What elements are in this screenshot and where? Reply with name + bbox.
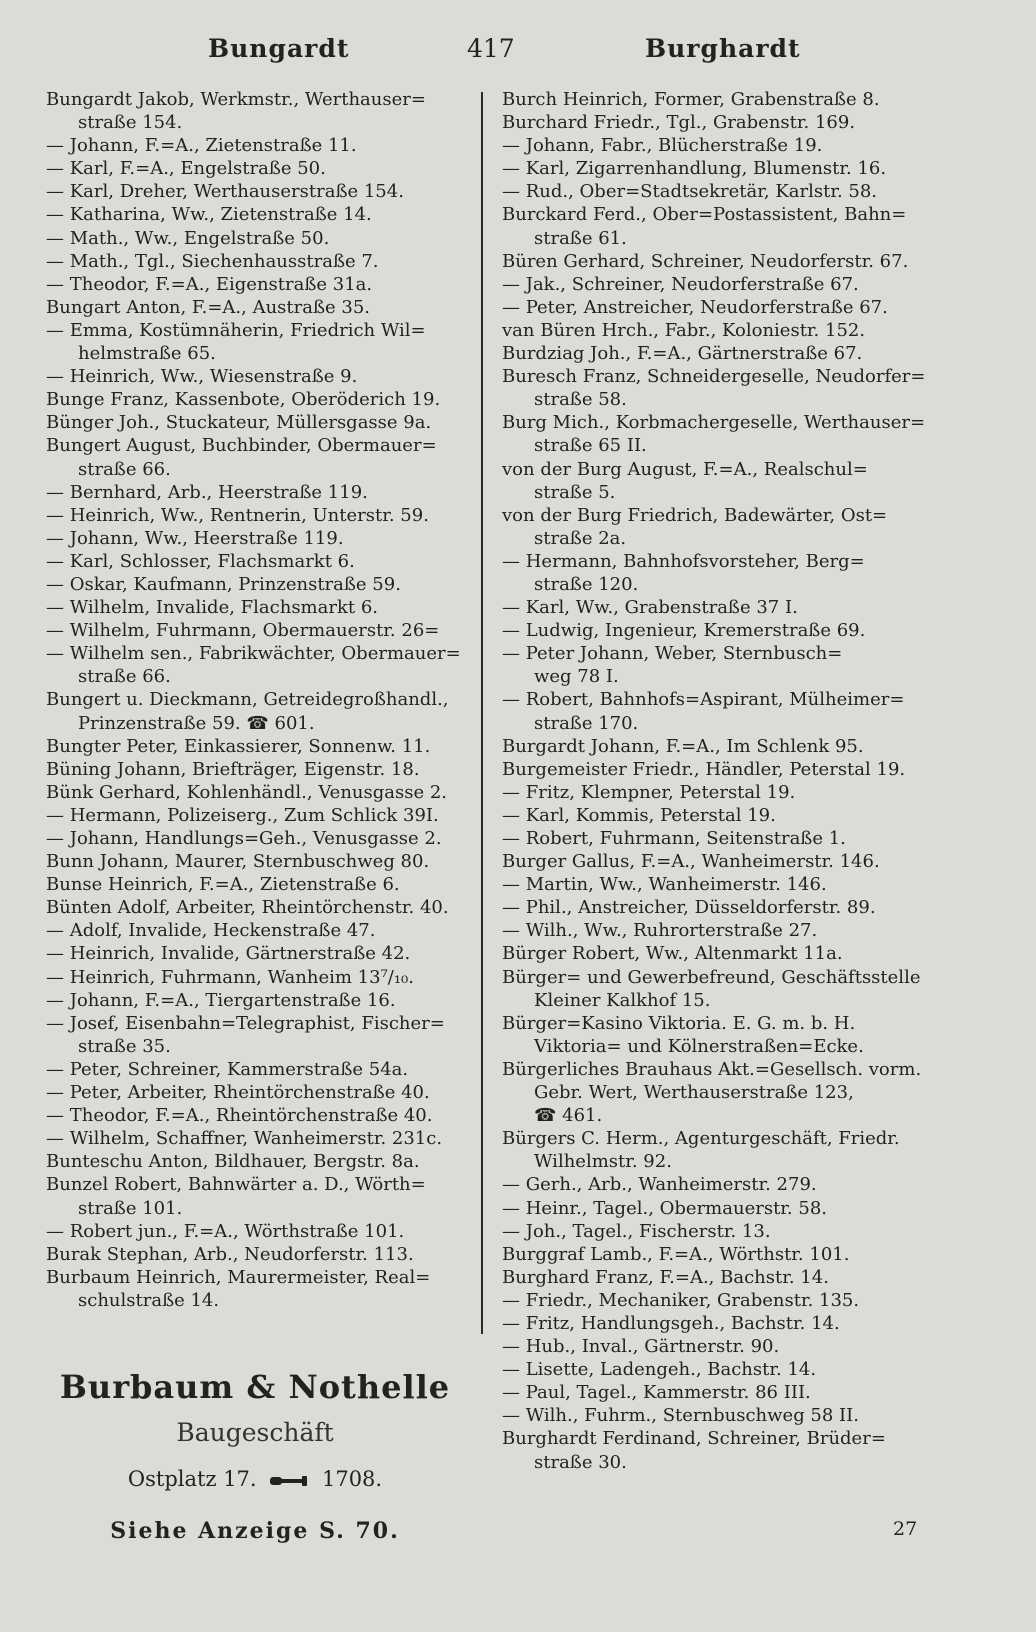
directory-entry: Burak Stephan, Arb., Neudorferstr. 113. — [46, 1243, 414, 1265]
header-left-catchword: Bungardt — [208, 34, 350, 63]
directory-entry: — Peter Johann, Weber, Sternbusch= — [502, 643, 843, 665]
directory-entry: Bungert August, Buchbinder, Obermauer= — [46, 435, 437, 457]
directory-entry: — Hermann, Bahnhofsvorsteher, Berg= — [502, 550, 865, 572]
directory-entry: Prinzenstraße 59. ☎ 601. — [78, 712, 315, 734]
directory-entry: — Karl, Kommis, Peterstal 19. — [502, 804, 776, 826]
directory-entry: — Heinrich, Invalide, Gärtnerstraße 42. — [46, 943, 411, 965]
directory-entry: Bünten Adolf, Arbeiter, Rheintörchenstr. 40. — [46, 897, 449, 919]
directory-entry: — Gerh., Arb., Wanheimerstr. 279. — [502, 1174, 817, 1196]
directory-entry: Bürgerliches Brauhaus Akt.=Gesellsch. vorm. — [502, 1058, 922, 1080]
directory-entry: Bürger= und Gewerbefreund, Geschäftsstelle — [502, 966, 921, 988]
directory-entry: Bungardt Jakob, Werkmstr., Werthauser= — [46, 89, 426, 110]
directory-entry: — Karl, Zigarrenhandlung, Blumenstr. 16. — [502, 158, 887, 180]
directory-entry: straße 58. — [534, 389, 627, 411]
directory-entry: — Johann, F.=A., Zietenstraße 11. — [46, 135, 357, 157]
directory-entry: — Fritz, Handlungsgeh., Bachstr. 14. — [502, 1312, 840, 1334]
directory-entry: Burg Mich., Korbmachergeselle, Werthauser= — [502, 412, 926, 434]
directory-entry: Burgardt Johann, F.=A., Im Schlenk 95. — [502, 735, 864, 757]
directory-entry: — Peter, Anstreicher, Neudorferstraße 67. — [502, 296, 888, 318]
directory-entry: straße 170. — [534, 712, 639, 734]
directory-entry: — Joh., Tagel., Fischerstr. 13. — [502, 1220, 771, 1242]
directory-entry: Kleiner Kalkhof 15. — [534, 989, 711, 1011]
directory-entry: Bunteschu Anton, Bildhauer, Bergstr. 8a. — [46, 1151, 420, 1173]
directory-entry: Burckard Ferd., Ober=Postassistent, Bahn= — [502, 204, 907, 226]
directory-entry: Bünk Gerhard, Kohlenhändl., Venusgasse 2. — [46, 781, 448, 803]
signature-mark: 27 — [893, 1518, 918, 1540]
directory-entry: straße 5. — [534, 481, 616, 503]
directory-entry: — Karl, Schlosser, Flachsmarkt 6. — [46, 550, 355, 572]
directory-entry: — Martin, Ww., Wanheimerstr. 146. — [502, 874, 827, 896]
directory-entry: Burgemeister Friedr., Händler, Peterstal 19. — [502, 758, 906, 780]
directory-entry: — Karl, F.=A., Engelstraße 50. — [46, 158, 326, 180]
directory-entry: — Wilhelm, Invalide, Flachsmarkt 6. — [46, 597, 378, 619]
telephone-icon — [269, 1474, 309, 1488]
directory-entry: — Katharina, Ww., Zietenstraße 14. — [46, 204, 372, 226]
directory-entry: straße 120. — [534, 573, 639, 595]
directory-entry: — Heinrich, Fuhrmann, Wanheim 13⁷/₁₀. — [46, 966, 414, 988]
directory-entry: Büren Gerhard, Schreiner, Neudorferstr. 67. — [502, 250, 909, 272]
directory-entry: — Friedr., Mechaniker, Grabenstr. 135. — [502, 1289, 860, 1311]
directory-entry: Bunn Johann, Maurer, Sternbuschweg 80. — [46, 851, 430, 873]
directory-entry: straße 66. — [78, 458, 171, 480]
directory-entry: — Heinrich, Ww., Rentnerin, Unterstr. 59. — [46, 504, 429, 526]
directory-entry: — Johann, Ww., Heerstraße 119. — [46, 527, 344, 549]
directory-entry: Bürger=Kasino Viktoria. E. G. m. b. H. — [502, 1012, 856, 1034]
directory-entry: — Math., Ww., Engelstraße 50. — [46, 227, 330, 249]
directory-entry: straße 61. — [534, 227, 627, 249]
directory-entry: straße 35. — [78, 1035, 171, 1057]
directory-entry: — Johann, Fabr., Blücherstraße 19. — [502, 135, 823, 157]
directory-entry: Burbaum Heinrich, Maurermeister, Real= — [46, 1266, 431, 1288]
directory-entry: — Johann, F.=A., Tiergartenstraße 16. — [46, 989, 396, 1011]
directory-entry: — Josef, Eisenbahn=Telegraphist, Fischer= — [46, 1012, 445, 1034]
directory-entry: — Heinrich, Ww., Wiesenstraße 9. — [46, 366, 358, 388]
directory-entry: straße 30. — [534, 1451, 627, 1473]
directory-entry: Burch Heinrich, Former, Grabenstraße 8. — [502, 89, 880, 110]
directory-entry: — Robert, Fuhrmann, Seitenstraße 1. — [502, 828, 846, 849]
directory-entry: Burggraf Lamb., F.=A., Wörthstr. 101. — [502, 1243, 850, 1265]
directory-entry: — Theodor, F.=A., Eigenstraße 31a. — [46, 273, 373, 295]
directory-entry: Gebr. Wert, Werthauserstraße 123, — [534, 1082, 854, 1104]
directory-entry: — Heinr., Tagel., Obermauerstr. 58. — [502, 1197, 828, 1219]
ad-company-name: Burbaum & Nothelle — [59, 1368, 451, 1406]
directory-entry: — Math., Tgl., Siechenhausstraße 7. — [46, 250, 379, 272]
directory-entry: Bünger Joh., Stuckateur, Müllersgasse 9a. — [46, 412, 432, 434]
directory-entry: — Phil., Anstreicher, Düsseldorferstr. 89. — [502, 897, 876, 919]
directory-entry: van Büren Hrch., Fabr., Koloniestr. 152. — [502, 319, 866, 341]
directory-entry: — Johann, Handlungs=Geh., Venusgasse 2. — [46, 828, 442, 849]
directory-entry: — Robert jun., F.=A., Wörthstraße 101. — [46, 1220, 405, 1242]
directory-entry: — Hub., Inval., Gärtnerstr. 90. — [502, 1336, 780, 1358]
directory-entry: — Bernhard, Arb., Heerstraße 119. — [46, 481, 368, 503]
directory-entry: straße 2a. — [534, 527, 627, 549]
advertisement — [46, 1366, 464, 1546]
directory-entry: straße 101. — [78, 1197, 183, 1219]
directory-entry: Burghardt Ferdinand, Schreiner, Brüder= — [502, 1428, 886, 1450]
directory-entry: Buresch Franz, Schneidergeselle, Neudorfer= — [502, 366, 926, 388]
directory-entry: Burdziag Joh., F.=A., Gärtnerstraße 67. — [502, 343, 863, 365]
header-right-catchword: Burghardt — [645, 34, 801, 63]
directory-entry: Bungert u. Dieckmann, Getreidegroßhandl., — [46, 689, 449, 711]
directory-entry: — Robert, Bahnhofs=Aspirant, Mülheimer= — [502, 689, 905, 711]
directory-entry: — Emma, Kostümnäherin, Friedrich Wil= — [46, 319, 426, 341]
directory-entry: helmstraße 65. — [78, 343, 216, 365]
ad-business-type: Baugeschäft — [176, 1418, 334, 1447]
directory-entry: Burghard Franz, F.=A., Bachstr. 14. — [502, 1266, 829, 1288]
directory-entry: — Fritz, Klempner, Peterstal 19. — [502, 781, 796, 803]
directory-entry: — Paul, Tagel., Kammerstr. 86 III. — [502, 1382, 811, 1404]
directory-entry: — Ludwig, Ingenieur, Kremerstraße 69. — [502, 620, 866, 642]
directory-entry: — Theodor, F.=A., Rheintörchenstraße 40. — [46, 1105, 433, 1127]
directory-entry: Viktoria= und Kölnerstraßen=Ecke. — [534, 1035, 864, 1057]
directory-entry: Bunse Heinrich, F.=A., Zietenstraße 6. — [46, 874, 400, 896]
directory-entry: straße 66. — [78, 666, 171, 688]
directory-entry: Wilhelmstr. 92. — [534, 1151, 672, 1173]
directory-entry: — Karl, Dreher, Werthauserstraße 154. — [46, 181, 404, 203]
directory-entry: — Karl, Ww., Grabenstraße 37 I. — [502, 597, 798, 619]
directory-entry: ☎ 461. — [534, 1105, 603, 1127]
directory-entry: — Wilhelm, Fuhrmann, Obermauerstr. 26= — [46, 620, 440, 642]
ad-phone-number: 1708. — [321, 1467, 383, 1491]
ad-address-line — [46, 1464, 464, 1494]
directory-entry: — Peter, Schreiner, Kammerstraße 54a. — [46, 1058, 409, 1080]
directory-entry: schulstraße 14. — [78, 1289, 220, 1311]
left-column — [46, 88, 464, 1312]
directory-entry: — Peter, Arbeiter, Rheintörchenstraße 40. — [46, 1082, 430, 1104]
directory-entry: Burger Gallus, F.=A., Wanheimerstr. 146. — [502, 851, 880, 873]
directory-entry: straße 154. — [78, 112, 183, 134]
directory-entry: von der Burg August, F.=A., Realschul= — [502, 458, 868, 480]
directory-entry: straße 65 II. — [534, 435, 647, 457]
directory-entry: — Rud., Ober=Stadtsekretär, Karlstr. 58. — [502, 181, 878, 203]
directory-entry: — Wilhelm sen., Fabrikwächter, Obermauer= — [46, 643, 461, 665]
directory-entry: Bungter Peter, Einkassierer, Sonnenw. 11. — [46, 735, 431, 757]
directory-entry: — Wilh., Ww., Ruhrorterstraße 27. — [502, 920, 818, 942]
directory-entry: Büning Johann, Briefträger, Eigenstr. 18. — [46, 758, 420, 780]
directory-entry: Bungart Anton, F.=A., Austraße 35. — [46, 296, 370, 318]
directory-entry: von der Burg Friedrich, Badewärter, Ost= — [502, 504, 888, 526]
right-column — [502, 88, 940, 1474]
directory-entry: — Wilhelm, Schaffner, Wanheimerstr. 231c. — [46, 1128, 443, 1150]
directory-entry: — Oskar, Kaufmann, Prinzenstraße 59. — [46, 573, 401, 595]
directory-entry: — Wilh., Fuhrm., Sternbuschweg 58 II. — [502, 1405, 860, 1427]
ad-address: Ostplatz 17. — [127, 1467, 257, 1491]
directory-entry: Burchard Friedr., Tgl., Grabenstr. 169. — [502, 112, 856, 134]
page-header — [0, 34, 1036, 74]
directory-entry: — Adolf, Invalide, Heckenstraße 47. — [46, 920, 376, 942]
directory-entry: — Hermann, Polizeiserg., Zum Schlick 39I. — [46, 804, 439, 826]
directory-entry: Bürger Robert, Ww., Altenmarkt 11a. — [502, 943, 843, 965]
column-divider — [481, 92, 483, 1334]
directory-entry: Bürgers C. Herm., Agenturgeschäft, Friedr. — [502, 1128, 900, 1150]
directory-entry: Bunge Franz, Kassenbote, Oberöderich 19. — [46, 389, 441, 411]
directory-entry: Bunzel Robert, Bahnwärter a. D., Wörth= — [46, 1174, 426, 1196]
directory-entry: — Lisette, Ladengeh., Bachstr. 14. — [502, 1359, 817, 1381]
directory-entry: — Jak., Schreiner, Neudorferstraße 67. — [502, 273, 859, 295]
ad-reference: Siehe Anzeige S. 70. — [110, 1518, 400, 1544]
page-number: 417 — [467, 34, 515, 63]
directory-entry: weg 78 I. — [534, 666, 619, 688]
